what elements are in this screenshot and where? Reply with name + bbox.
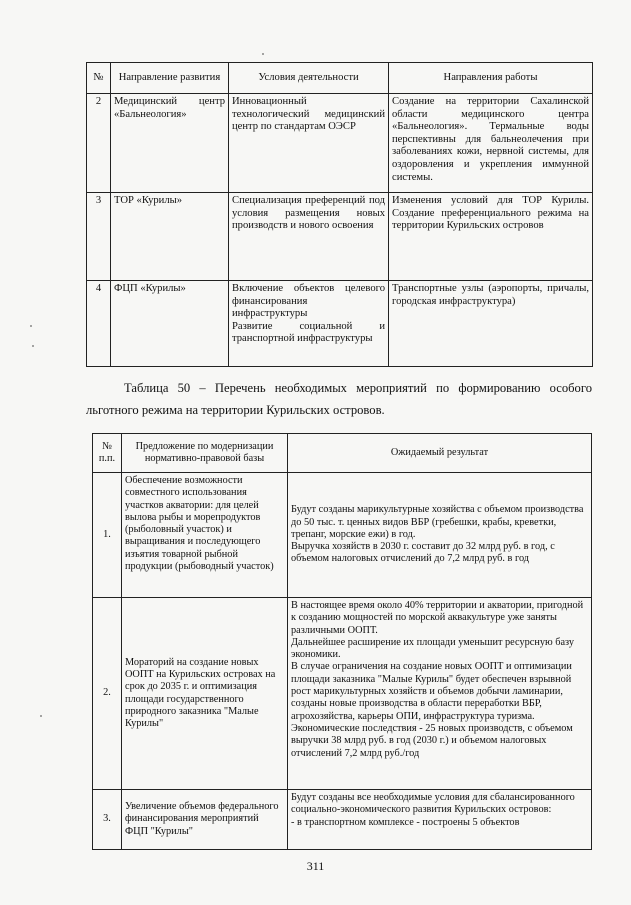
result-line: - в транспортном комплексе - построены 5 объектов	[291, 816, 520, 828]
row-direction: ФЦП «Курилы»	[111, 281, 229, 367]
row-work: Транспортные узлы (аэропорты, причалы, городская инфраструктура)	[389, 281, 593, 367]
row-work: Изменения условий для ТОР Курилы. Создание преференциального режима на территории Курильских островов	[389, 193, 593, 281]
row-proposal: Увеличение объемов федерального финансирования мероприятий ФЦП "Курилы"	[122, 790, 288, 850]
row-result	[288, 790, 592, 850]
result-line: Дальнейшее расширение их площади уменьшит ресурсную базу экономики.	[291, 636, 575, 661]
row-direction: ТОР «Курилы»	[111, 193, 229, 281]
header-proposal: Предложение по модернизации нормативно-правовой базы	[122, 434, 288, 473]
directions-table	[86, 62, 593, 367]
row-num: 3.	[93, 790, 122, 850]
header-work: Направления работы	[389, 63, 593, 94]
row-conditions	[229, 281, 389, 367]
page-number: 311	[306, 859, 325, 873]
scan-speck	[32, 345, 34, 347]
scan-speck	[30, 325, 32, 327]
result-line: Будут созданы марикультурные хозяйства с объемом производства до 50 тыс. т. ценных видов ВБР (гребешки, крабы, креветки, трепанг, морские ежи) в год.	[291, 504, 584, 540]
result-line: Выручка хозяйств в 2030 г. составит до 32 млрд руб. в год, с объемом налоговых отчислений до 7,2 млрд руб. в год	[291, 541, 555, 565]
table-row	[93, 790, 592, 850]
row-num: 4	[87, 281, 111, 367]
header-conditions: Условия деятельности	[229, 63, 389, 94]
measures-table	[92, 433, 592, 850]
header-result: Ожидаемый результат	[288, 434, 592, 473]
table-header-row	[93, 434, 592, 473]
table-caption: Таблица 50 – Перечень необходимых мероприятий по формированию особого льготного режима на территории Курильских островов.	[86, 381, 592, 417]
conditions-line: Развитие социальной и транспортной инфраструктуры	[232, 320, 385, 345]
table-row	[87, 94, 593, 193]
row-work: Создание на территории Сахалинской области медицинского центра «Бальнеология». Термальные воды перспективны для бальнеолечения при заболеваниях кожи, нервной системы, для оздоровления и укрепления иммунной системы.	[389, 94, 593, 193]
result-line: Экономические последствия - 25 новых производств, с объемом выручки 38 млрд руб. в год (2030 г.) и объемом налоговых отчислений 7,2 млрд руб./год	[291, 722, 573, 759]
row-num: 2	[87, 94, 111, 193]
result-line: Будут созданы все необходимые условия для сбалансированного социально-экономического развития Курильских островов:	[291, 792, 575, 816]
scan-speck	[262, 53, 264, 55]
header-num: № п.п.	[93, 434, 122, 473]
conditions-line: Включение объектов целевого финансирования инфраструктуры	[232, 283, 385, 320]
table-header-row	[87, 63, 593, 94]
header-direction: Направление развития	[111, 63, 229, 94]
row-num: 3	[87, 193, 111, 281]
scan-speck	[40, 715, 42, 717]
row-conditions: Специализация преференций под условия размещения новых производств и нового освоения	[229, 193, 389, 281]
row-num: 2.	[93, 598, 122, 790]
result-line: В настоящее время около 40% территории и акватории, пригодной к созданию мощностей по морской аквакультуре уже заняты различными ООПТ.	[291, 600, 584, 636]
row-num: 1.	[93, 473, 122, 598]
table-row	[93, 473, 592, 598]
row-result	[288, 473, 592, 598]
table-row	[93, 598, 592, 790]
row-conditions: Инновационный технологический медицинский центр по стандартам ОЭСР	[229, 94, 389, 193]
table-row	[87, 281, 593, 367]
result-line: В случае ограничения на создание новых ООПТ и оптимизации площади заказника "Малые Курилы" будет обеспечен взрывной рост марикультурных хозяйств и объемов добычи ламинарии, созданы новые производства в области переработки ВБР, агрохозяйства, карьеры ОПИ, инфраструктура туризма.	[291, 661, 572, 722]
row-proposal: Мораторий на создание новых ООПТ на Курильских островах на срок до 2035 г. и оптимизация площади государственного природного заказника "Малые Курилы"	[122, 598, 288, 790]
row-result	[288, 598, 592, 790]
row-proposal: Обеспечение возможности совместного использования участков акватории: для целей вылова рыбы и морепродуктов (рыболовный участок) и выращивания и последующего изъятия товарной рыбной продукции (рыбоводный участок)	[122, 473, 288, 598]
row-direction: Медицинский центр «Бальнеология»	[111, 94, 229, 193]
header-num: №	[87, 63, 111, 94]
table-row	[87, 193, 593, 281]
